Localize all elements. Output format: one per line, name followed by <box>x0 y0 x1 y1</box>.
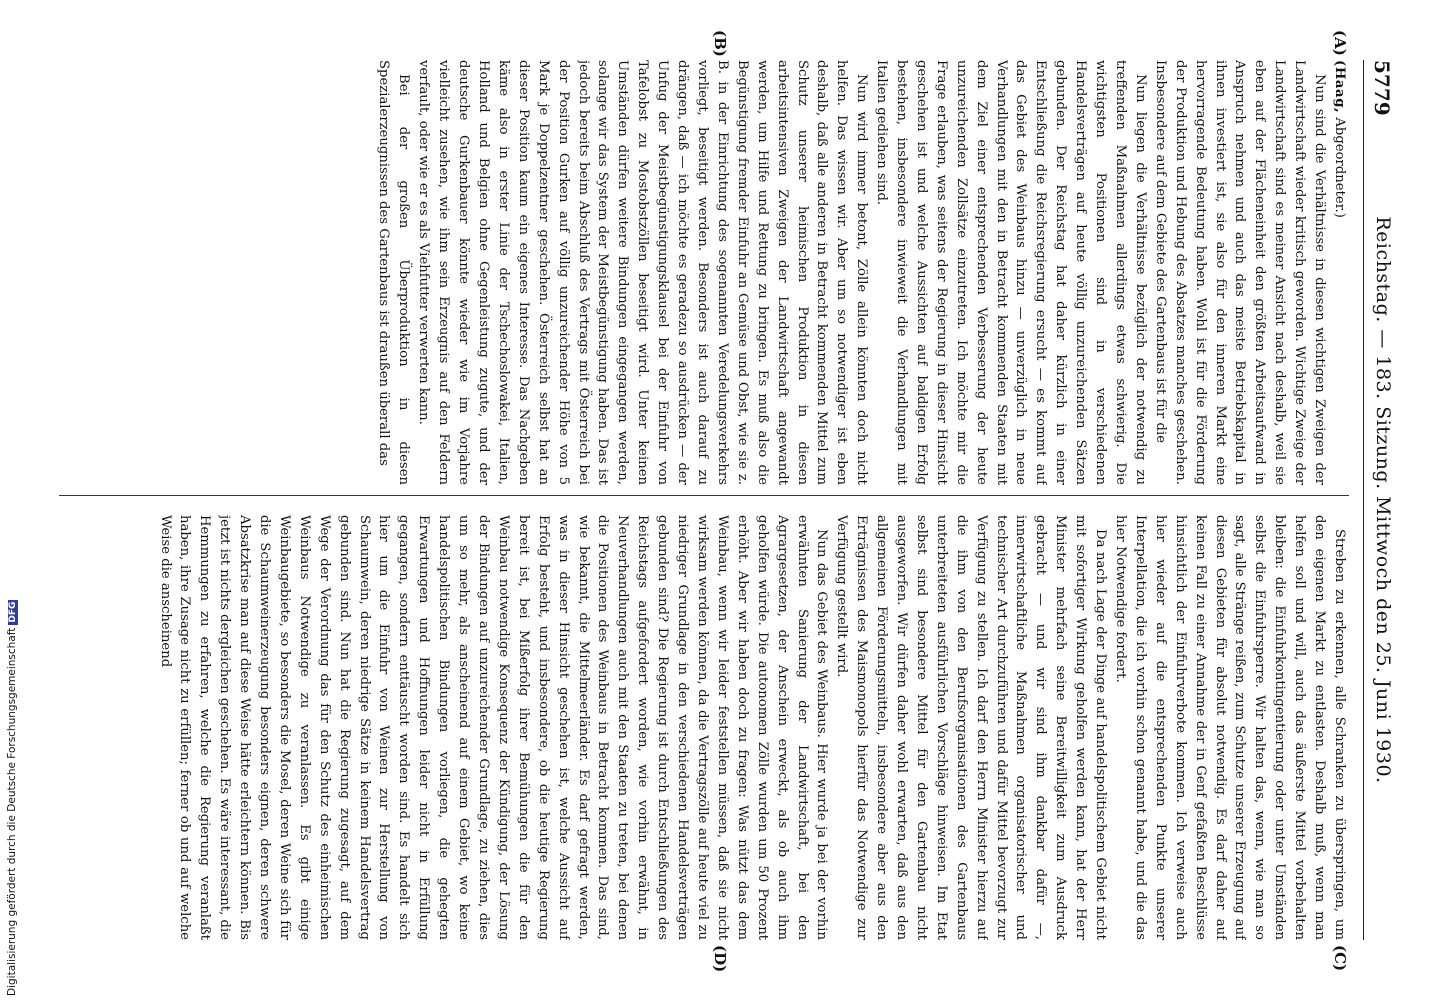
paragraph: Nun das Gebiet des Weinbaus. Hier wurde ja bei der vorhin erwähnten Sanierung der Landwirtschaft, bei den Agrargesetzen, der Anschein erweckt, als ob auch ihm geholfen würde. Die autonomen Zölle wurden um 50 Prozent erhöht. Aber wir haben doch zu fragen: Was nützt das dem Weinbau, wenn wir leider feststellen müssen, daß sie nicht wirksam werden können, da die Vertragszölle auf heute viel zu niedriger Grundlage in den verschiedenen Handelsverträgen gebunden sind? Die Regierung ist durch Entschließungen des Reichstags aufgefordert worden, wie vorhin erwähnt, in Neuverhandlungen auch mit den Staaten zu treten, bei denen die Positionen des Weinbaus in Betracht kommen. Das sind, wie bekannt, die Mittelmeerländer. Es darf gefragt werden, was in dieser Hinsicht geschehen ist, welche Aussicht auf Erfolg besteht, und insbesondere, ob die heutige Regierung bereit ist, bei Mißerfolg ihrer Bemühungen die für den Weinbau notwendige Konsequenz der Kündigung, der Lösung der Bindungen auf unzureichender Grundlage, zu ziehen, dies um so mehr, als anscheinend auf einem Gebiet, wo keine handelspolitischen Bindungen vorliegen, die gehegten Erwartungen und Hoffnungen leider nicht in Erfüllung gegangen, sondern enttäuscht worden sind. Es handelt sich hier um die Einfuhr von Weinen zur Herstellung von Schaumwein, deren niedrige Sätze in keinem Handelsvertrag gebunden sind. Nun hat die Regierung zugesagt, auf dem Wege der Verordnung das für den Schutz des einheimischen Weinbaus Notwendige zu veranlassen. Es gibt einige Weinbaugebiete, so besonders die Mosel, deren Weine sich für die Schaumweinerzeugung besonders eignen, deren schwere Absatzkrise man auf diese Weise hätte erleichtern können. Bis jetzt ist nichts dergleichen geschehen. Es wäre interessant, die Hemmungen zu erfahren, welche die Regierung veranlaßt haben, ihre Zusage nicht zu erfüllen; ferner ob und auf welche Weise die anscheinend <box>157 515 830 940</box>
paragraph: Bei der großen Überproduktion in diesen Spezialerzeugnissen des Gartenbaus ist draußen überall das <box>376 60 412 485</box>
margin-mark-c: (C) <box>1331 945 1349 972</box>
paragraph: Nun liegen die Verhältnisse bezüglich der notwendig zu treffenden Maßnahmen allerdings etwas schwierig. Die wichtigsten Positionen sind in verschiedenen Handelsverträgen auf heute völlig unzureichenden Sätzen gebunden. Der Reichstag hat daher kürzlich in einer Entschließung die Reichsregierung ersucht — es kommt auf das Gebiet des Weinbaus hinzu — unverzüglich in neue Verhandlungen mit den in Betracht kommenden Staaten mit dem Ziel einer entsprechenden Verbesserung der heute unzureichenden Zollsätze einzutreten. Ich möchte mir die Frage erlauben, was seitens der Regierung in dieser Hinsicht geschehen ist und welche Aussichten auf baldigen Erfolg bestehen, insbesondere inwieweit die Verhandlungen mit Italien gediehen sind. <box>874 60 1148 485</box>
digitization-text: Digitalisierung gefördert durch die Deutsche Forschungsgemeinschaft <box>6 627 18 996</box>
margin-mark-b: (B) <box>711 30 729 57</box>
right-column <box>59 515 1349 940</box>
paragraph <box>1329 60 1349 485</box>
paragraph: Streben zu erkennen, alle Schranken zu überspringen, um den eigenen Markt zu entlasten. Deshalb muß, wenn man helfen soll und will, auch das äußerste Mittel vorbehalten bleiben: die Einfuhrkontingentierung oder unter Umständen selbst die Einfuhrsperre. Wir halten das, wenn, wie man so sagt, alle Stränge reißen, zum Schutze unserer Erzeugung auf diesen Gebieten für absolut notwendig. Es darf daher auf keinen Fall zu einer Annahme der in Genf gefaßten Beschlüsse hinsichtlich der Einfuhrverbote kommen. Ich verweise auch hier wieder auf die entsprechenden Punkte unserer Interpellation, die ich vorhin schon genannt habe, und die das hier Notwendige fordert. <box>1113 515 1347 940</box>
running-title: Reichstag. — 183. Sitzung. Mittwoch den 25. Juni 1930. <box>1372 216 1394 784</box>
left-column <box>59 60 1349 485</box>
digitization-note <box>6 600 18 996</box>
paragraph: Nun sind die Verhältnisse in diesen wichtigen Zweigen der Landwirtschaft wieder kritisch geworden. Wichtige Zweige der Landwirtschaft sind es meiner Ansicht nach deshalb, weil sie eben auf der Flächeneinheit den größten Arbeitsaufwand in Anspruch nehmen und auch das meiste Betriebskapital in ihnen investiert ist, sie also für den inneren Markt eine hervorragende Bedeutung haben. Wohl ist für die Förderung der Produktion und Hebung des Absatzes manches geschehen. Insbesondere auf dem Gebiete des Gartenbaus ist für die <box>1152 60 1328 485</box>
dfg-logo: DFG <box>8 601 18 623</box>
speaker-name: (Haag, <box>1332 60 1347 114</box>
page-header <box>1363 60 1404 940</box>
paragraph: Nun wird immer betont, Zölle allein könnten doch nicht helfen. Das wissen wir. Aber um so notwendiger ist eben deshalb, daß alle anderen in Betracht kommenden Mittel zum Schutz unserer heimischen Produktion in diesen arbeitsintensiven Zweigen der Landwirtschaft angewandt werden, um Hilfe und Rettung zu bringen. Es muß also die Begünstigung fremder Einfuhr an Gemüse und Obst, wie sie z. B. in der Einrichtung des sogenannten Veredelungsverkehrs vorliegt, beseitigt werden. Besonders ist auch darauf zu drängen, daß — ich möchte es geradezu so ausdrücken — der Unfug der Meistbegünstigungsklausel bei der Einfuhr von Tafelobst zu Mostobstzöllen beseitigt wird. Unter keinen Umständen dürfen weitere Bindungen eingegangen werden, solange wir das System der Meistbegünstigung haben. Das ist jedoch bereits beim Abschluß des Vertrags mit Österreich bei der Position Gurken auf völlig unzureichender Höhe von 5 Mark je Doppelzentner geschehen. Österreich selbst hat an dieser Position kaum ein eigenes Interesse. Das Nachgeben käme also in erster Linie der Tschechoslowakei, Italien, Holland und Belgien ohne Gegenleistung zugute, und der deutsche Gurkenbauer könnte wieder wie im Vorjahre vielleicht zusehen, wie ihm sein Erzeugnis auf den Feldern verfault, oder wie er es als Viehfutter verwerten kann. <box>416 60 870 485</box>
page-number: 5779 <box>1370 60 1394 116</box>
column-divider <box>59 495 1349 496</box>
speaker-role: Abgeordneter.) <box>1332 113 1347 218</box>
margin-mark-d: (D) <box>711 945 729 973</box>
paragraph: Da nach Lage der Dinge auf handelspolitischem Gebiet nicht mit sofortiger Wirkung geholfen werden kann, hat der Herr Minister mehrfach seine Bereitwilligkeit zum Ausdruck gebracht — und wir sind ihm dankbar dafür —, innerwirtschaftliche Maßnahmen organisatorischer und technischer Art durchzuführen und dafür Mittel bevorzugt zur Verfügung zu stellen. Ich darf den Herrn Minister hierzu auf die ihm von den Berufsorganisationen des Gartenbaus unterbreiteten ausführlichen Vorschläge hinweisen. Im Etat selbst sind besondere Mittel für den Gartenbau nicht ausgeworfen. Wir dürfen daher wohl erwarten, daß aus den allgemeinen Förderungsmitteln, insbesondere aber aus den Erträgnissen des Maismonopols hierfür das Notwendige zur Verfügung gestellt wird. <box>834 515 1109 940</box>
margin-mark-a: (A) <box>1331 30 1349 56</box>
